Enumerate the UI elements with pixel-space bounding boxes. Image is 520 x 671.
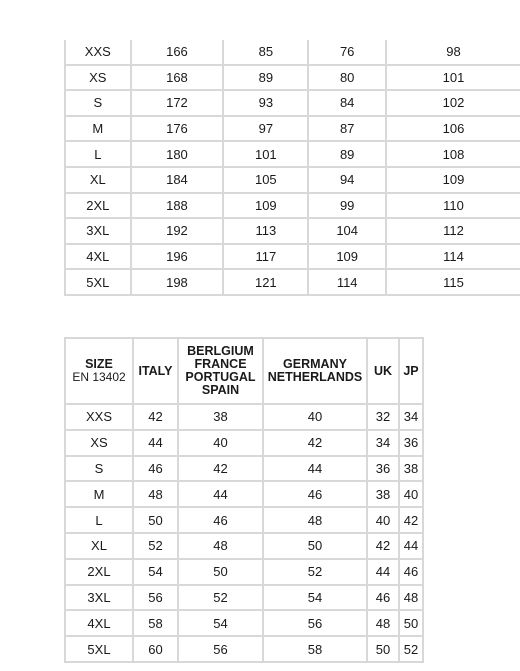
- table-cell: 192: [131, 218, 224, 244]
- size-label-cell: 3XL: [65, 218, 131, 244]
- header-jp: JP: [399, 338, 423, 404]
- table-cell: 198: [131, 269, 224, 295]
- table-cell: 50: [263, 533, 367, 559]
- table-cell: 101: [386, 65, 520, 91]
- international-size-conversion-table: [64, 337, 424, 663]
- header-spain: SPAIN: [201, 383, 240, 397]
- table-cell: 98: [386, 40, 520, 65]
- size-label-cell: XS: [65, 430, 133, 456]
- size-measurements-table: [64, 40, 520, 296]
- header-germany: GERMANY: [283, 357, 347, 371]
- size-measurements-body: [65, 40, 520, 295]
- table-cell: 52: [399, 636, 423, 662]
- size-label-cell: M: [65, 116, 131, 142]
- table-cell: 196: [131, 244, 224, 270]
- size-label-cell: 5XL: [65, 269, 131, 295]
- table-row: [65, 559, 423, 585]
- table-cell: 44: [399, 533, 423, 559]
- table-cell: 46: [178, 507, 263, 533]
- table-cell: 94: [308, 167, 386, 193]
- size-label-cell: S: [65, 90, 131, 116]
- table-cell: 168: [131, 65, 224, 91]
- table-cell: 106: [386, 116, 520, 142]
- table-cell: 42: [133, 404, 178, 430]
- table-row: [65, 141, 520, 167]
- table-cell: 56: [263, 610, 367, 636]
- table-row: [65, 116, 520, 142]
- size-label-cell: M: [65, 481, 133, 507]
- table-row: [65, 244, 520, 270]
- table-cell: 42: [399, 507, 423, 533]
- table-cell: 80: [308, 65, 386, 91]
- table-cell: 188: [131, 193, 224, 219]
- size-label-cell: 4XL: [65, 244, 131, 270]
- table-cell: 114: [386, 244, 520, 270]
- size-label-cell: 2XL: [65, 193, 131, 219]
- table-cell: 44: [263, 456, 367, 482]
- size-label-cell: XXS: [65, 404, 133, 430]
- table-cell: 112: [386, 218, 520, 244]
- table-row: [65, 533, 423, 559]
- table-cell: 76: [308, 40, 386, 65]
- table-cell: 117: [223, 244, 308, 270]
- table-cell: 89: [308, 141, 386, 167]
- header-italy: ITALY: [133, 338, 178, 404]
- table-cell: 113: [223, 218, 308, 244]
- size-label-cell: XS: [65, 65, 131, 91]
- size-label-cell: S: [65, 456, 133, 482]
- table-row: [65, 481, 423, 507]
- table-cell: 40: [178, 430, 263, 456]
- table-cell: 42: [367, 533, 399, 559]
- size-label-cell: 4XL: [65, 610, 133, 636]
- header-france: FRANCE: [194, 357, 247, 371]
- header-netherlands: NETHERLANDS: [267, 370, 363, 384]
- table-cell: 52: [263, 559, 367, 585]
- table-row: [65, 404, 423, 430]
- table-cell: 84: [308, 90, 386, 116]
- table-row: [65, 430, 423, 456]
- size-label-cell: XL: [65, 167, 131, 193]
- table-cell: 48: [367, 610, 399, 636]
- table-cell: 105: [223, 167, 308, 193]
- table-cell: 46: [367, 585, 399, 611]
- table-cell: 40: [367, 507, 399, 533]
- table-cell: 46: [133, 456, 178, 482]
- table-cell: 54: [133, 559, 178, 585]
- table-row: [65, 585, 423, 611]
- table-row: [65, 269, 520, 295]
- size-label-cell: 5XL: [65, 636, 133, 662]
- table-cell: 50: [367, 636, 399, 662]
- table-row: [65, 193, 520, 219]
- table-cell: 42: [178, 456, 263, 482]
- table-cell: 36: [399, 430, 423, 456]
- header-uk: UK: [367, 338, 399, 404]
- table-cell: 38: [399, 456, 423, 482]
- header-germany-netherlands: [263, 338, 367, 404]
- table-cell: 44: [367, 559, 399, 585]
- size-conversion-body: [65, 404, 423, 662]
- table-cell: 184: [131, 167, 224, 193]
- header-portugal: PORTUGAL: [185, 370, 256, 384]
- table-cell: 34: [399, 404, 423, 430]
- size-label-cell: XL: [65, 533, 133, 559]
- table-cell: 108: [386, 141, 520, 167]
- table-cell: 102: [386, 90, 520, 116]
- table-cell: 85: [223, 40, 308, 65]
- table-cell: 114: [308, 269, 386, 295]
- header-size: [65, 338, 133, 404]
- table-cell: 109: [386, 167, 520, 193]
- table-cell: 48: [263, 507, 367, 533]
- table-cell: 46: [399, 559, 423, 585]
- table-cell: 36: [367, 456, 399, 482]
- header-belgium-france-portugal-spain: [178, 338, 263, 404]
- header-belgium: BERLGIUM: [187, 344, 254, 358]
- size-label-cell: 3XL: [65, 585, 133, 611]
- header-size-label: SIZE: [85, 357, 113, 371]
- table-cell: 58: [263, 636, 367, 662]
- conversion-header-row: [65, 338, 423, 404]
- table-cell: 44: [178, 481, 263, 507]
- table-cell: 60: [133, 636, 178, 662]
- table-cell: 97: [223, 116, 308, 142]
- table-cell: 48: [178, 533, 263, 559]
- table-cell: 46: [263, 481, 367, 507]
- table-cell: 109: [223, 193, 308, 219]
- table-row: [65, 40, 520, 65]
- table-cell: 101: [223, 141, 308, 167]
- size-label-cell: XXS: [65, 40, 131, 65]
- table-cell: 180: [131, 141, 224, 167]
- table-cell: 34: [367, 430, 399, 456]
- table-row: [65, 456, 423, 482]
- table-cell: 110: [386, 193, 520, 219]
- table-cell: 44: [133, 430, 178, 456]
- table-row: [65, 610, 423, 636]
- table-cell: 89: [223, 65, 308, 91]
- table-cell: 52: [133, 533, 178, 559]
- table-cell: 121: [223, 269, 308, 295]
- table-cell: 32: [367, 404, 399, 430]
- table-cell: 40: [399, 481, 423, 507]
- table-row: [65, 218, 520, 244]
- table-cell: 38: [178, 404, 263, 430]
- table-cell: 54: [263, 585, 367, 611]
- table-cell: 50: [399, 610, 423, 636]
- table-cell: 172: [131, 90, 224, 116]
- table-cell: 54: [178, 610, 263, 636]
- table-cell: 104: [308, 218, 386, 244]
- table-row: [65, 507, 423, 533]
- table-cell: 93: [223, 90, 308, 116]
- table-row: [65, 65, 520, 91]
- table-cell: 56: [133, 585, 178, 611]
- table-cell: 99: [308, 193, 386, 219]
- size-label-cell: L: [65, 141, 131, 167]
- table-cell: 115: [386, 269, 520, 295]
- table-row: [65, 636, 423, 662]
- table-cell: 87: [308, 116, 386, 142]
- table-cell: 38: [367, 481, 399, 507]
- table-cell: 166: [131, 40, 224, 65]
- table-cell: 50: [133, 507, 178, 533]
- table-cell: 48: [399, 585, 423, 611]
- table-row: [65, 90, 520, 116]
- table-row: [65, 167, 520, 193]
- table-cell: 109: [308, 244, 386, 270]
- table-cell: 58: [133, 610, 178, 636]
- header-size-standard: EN 13402: [72, 370, 126, 384]
- table-cell: 48: [133, 481, 178, 507]
- table-cell: 52: [178, 585, 263, 611]
- size-label-cell: 2XL: [65, 559, 133, 585]
- table-cell: 42: [263, 430, 367, 456]
- table-cell: 40: [263, 404, 367, 430]
- table-cell: 176: [131, 116, 224, 142]
- table-cell: 50: [178, 559, 263, 585]
- size-label-cell: L: [65, 507, 133, 533]
- table-cell: 56: [178, 636, 263, 662]
